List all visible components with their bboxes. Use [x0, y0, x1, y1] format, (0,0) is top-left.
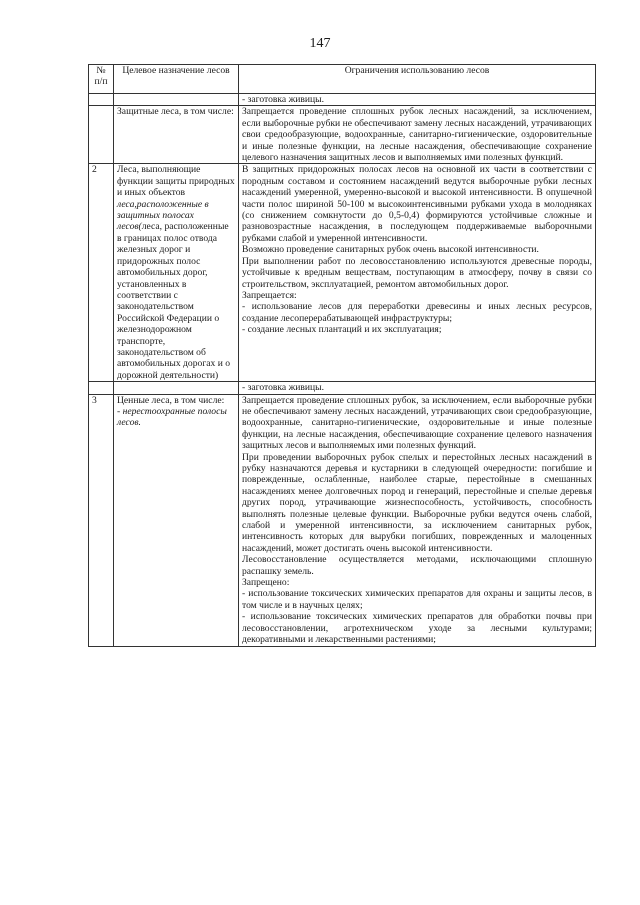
restriction-paragraph: - использование лесов для переработки древесины и иных лесных ресурсов, создание лесоперерабатывающей инфраструктуры; [242, 301, 592, 324]
purpose-italic-text: - нерестоохранные полосы лесов. [117, 405, 227, 429]
restriction-paragraph: Лесовосстановление осуществляется методами, исключающими сплошную распашку земель. [242, 554, 592, 577]
purpose-continuation-text: леса, расположенные в границах полос отвода железных дорог и придорожных полос автомобильных дорог, установленных в соответствии с законодательством Российской Федерации о железнодорожном транспорте, законодательством об автомобильных дорогах и о дорожной деятельности) [117, 221, 231, 381]
table-row [89, 94, 596, 106]
purpose-cell [114, 394, 239, 646]
restriction-paragraph: Запрещено: [242, 577, 290, 589]
restriction-paragraph: - создание лесных плантаций и их эксплуатация; [242, 324, 442, 336]
header-purpose: Целевое назначение лесов [114, 65, 239, 94]
restrictions-table [88, 64, 596, 647]
restrictions-cell [239, 394, 596, 646]
purpose-text: Ценные леса, в том числе: [117, 394, 225, 406]
protective-forests-intro: Запрещается проведение сплошных рубок лесных насаждений, за исключением, если выборочные рубки не обеспечивают замену лесных насаждений, утрачивающих свои средообразующие, водоохранные, санитарно-гигиенические, оздоровительные и иные полезные функции, на лесные насаждения, обеспечивающие сохранение целевого назначения защитных лесов и выполняемых ими полезных функций. [239, 106, 596, 164]
row-number: 3 [89, 394, 114, 646]
purpose-text: Леса, выполняющие функции защиты природных и иных объектов [117, 164, 235, 199]
restriction-last-item: - заготовка живицы. [239, 382, 596, 394]
table-row [89, 382, 596, 394]
page-number: 147 [309, 36, 331, 51]
row-number: 2 [89, 164, 114, 382]
restriction-paragraph: - использование токсических химических препаратов для охраны и защиты лесов, в том числе и в научных целях; [242, 588, 592, 611]
header-restrictions: Ограничения использованию лесов [239, 65, 596, 94]
restrictions-cell [239, 164, 596, 382]
table-row [89, 394, 596, 646]
carry-over-cell: - заготовка живицы. [239, 94, 596, 106]
restriction-paragraph: - использование токсических химических препаратов для обработки почвы при лесовосстановлении, агротехническом уходе за лесными культурами; декоративными и лекарственными растениями; [242, 611, 592, 646]
restriction-paragraph: В защитных придорожных полосах лесов на основной их части в соответствии с породным составом и состоянием насаждений ведутся выборочные рубки лесных насаждений умеренной, умеренно-высокой и высокой интенсивности. В опушечной части полос шириной 50-100 м высокоинтенсивными рубками ухода в молодняках (со снижением сомкнутости до 0,5-0,4) формируются устойчивые сложные и разновозрастные насаждения, в последующем поддерживаемые выборочными рубками слабой и умеренной интенсивности. [242, 164, 592, 244]
protective-forests-heading: Защитные леса, в том числе: [114, 106, 239, 164]
restriction-paragraph: Запрещается: [242, 289, 297, 301]
restriction-paragraph: При проведении выборочных рубок спелых и перестойных лесных насаждений в рубку назначаются деревья и кустарники в следующей очередности: погибшие и поврежденные, ослабленные, наиболее старые, перестойные в смешанных насаждениях менее долговечных пород и генераций, перестойные и спелые деревья других пород, утрачивающие жизнеспособность, устойчивость, способность выполнять полезные целевые функции. Выборочные рубки ведутся очень слабой, слабой и умеренной интенсивности, за исключением санитарных рубок, интенсивность которых для вырубки погибших, поврежденных и малоценных насаждений, может достигать очень высокой интенсивности. [242, 451, 592, 554]
restriction-paragraph: Запрещается проведение сплошных рубок, за исключением, если выборочные рубки не обеспечивают замену лесных насаждений, утрачивающих свои средообразующие, водоохранные, санитарно-гигиенические, оздоровительные и иные полезные функции, на лесные насаждения, обеспечивающие сохранение целевого назначения защитных лесов и выполняемых ими полезных функций. [242, 394, 592, 452]
table-row [89, 106, 596, 164]
purpose-cell [114, 164, 239, 382]
purpose-italic-text: леса,расположенные в защитных полосах лесов( [117, 198, 209, 233]
restriction-paragraph: Возможно проведение санитарных рубок очень высокой интенсивности. [242, 244, 539, 256]
restriction-paragraph: При выполнении работ по лесовосстановлению используются древесные породы, устойчивые к вредным веществам, поступающим в атмосферу, почву в связи со строительством, эксплуатацией, ремонтом автомобильных дорог. [242, 255, 592, 290]
table-header-row [89, 65, 596, 94]
table-row [89, 164, 596, 382]
header-number: № п/п [89, 65, 114, 94]
